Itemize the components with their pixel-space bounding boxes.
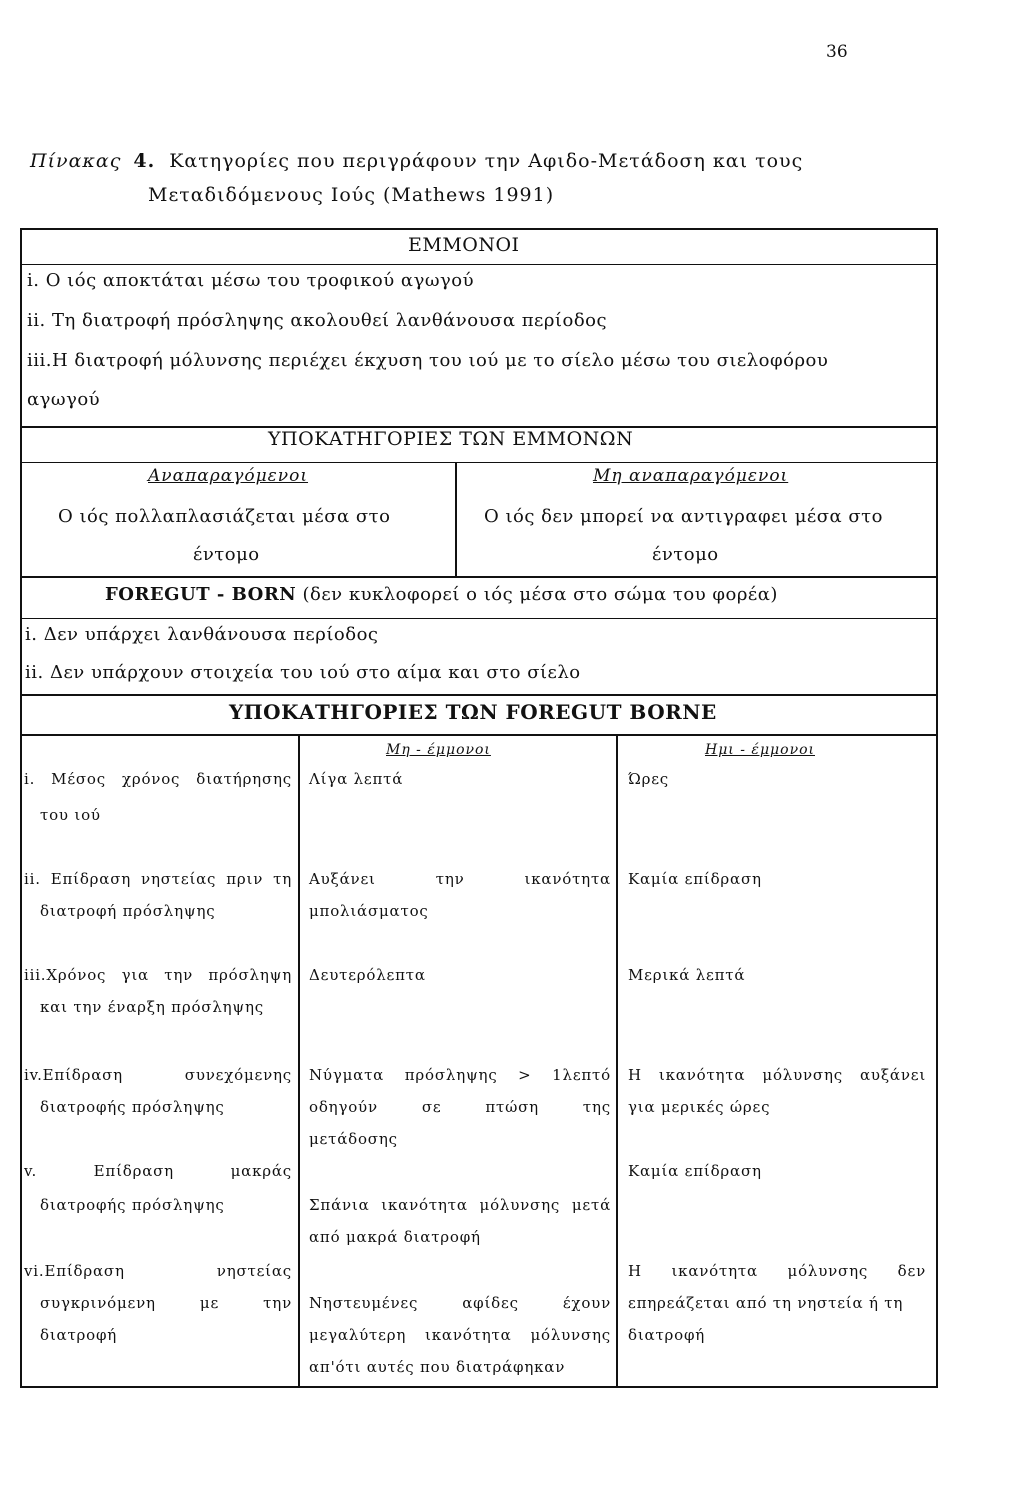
propagative-title: Αναπαραγόμενοι — [148, 466, 309, 486]
row-5-label-line-1: v. Επίδραση μακράς — [24, 1162, 292, 1180]
row-2-label-line-1: ii. Επίδραση νηστείας πριν τη — [24, 870, 292, 888]
propagative-desc-line-2: έντομο — [193, 544, 260, 565]
rule-before-foregut — [20, 576, 938, 578]
rule-foregut-col-1 — [298, 734, 300, 1388]
persistent-item-3: iii.Η διατροφή μόλυνσης περιέχει έκχυση του ιού με το σίελο μέσω του σιελοφόρου — [27, 350, 829, 371]
row-6-non-persistent-line-3: απ'ότι αυτές που διατράφηκαν — [309, 1358, 566, 1376]
row-1-label-line-1: i. Μέσος χρόνος διατήρησης — [24, 770, 292, 788]
row-5-semi-persistent: Καμία επίδραση — [628, 1162, 762, 1180]
row-6-semi-persistent-line-1: Η ικανότητα μόλυνσης δεν — [628, 1262, 926, 1280]
row-1-non-persistent: Λίγα λεπτά — [309, 770, 404, 788]
row-4-semi-persistent-line-1: Η ικανότητα μόλυνσης αυξάνει — [628, 1066, 926, 1084]
row-4-non-persistent-line-2: οδηγούν σε πτώση της — [309, 1098, 611, 1116]
row-1-semi-persistent: Ώρες — [628, 770, 669, 788]
row-2-non-persistent-line-2: μπολιάσματος — [309, 902, 429, 920]
persistent-item-3-cont: αγωγού — [27, 389, 101, 410]
row-6-non-persistent-line-2: μεγαλύτερη ικανότητα μόλυνσης — [309, 1326, 611, 1344]
row-3-non-persistent: Δευτερόλεπτα — [309, 966, 426, 984]
rule-top — [20, 228, 938, 230]
table-number: 4. — [133, 150, 156, 172]
rule-after-subcategories — [20, 462, 938, 463]
non-propagative-desc-line-1: Ο ιός δεν μπορεί να αντιγραφει μέσα στο — [484, 506, 883, 527]
rule-after-foregut — [20, 618, 938, 619]
foregut-heading — [105, 584, 778, 605]
row-4-non-persistent-line-1: Νύγματα πρόσληψης > 1λεπτό — [309, 1066, 611, 1084]
table-caption-line-2: Μεταδιδόμενους Ιούς (Mathews 1991) — [148, 184, 555, 206]
row-4-semi-persistent-line-2: για μερικές ώρες — [628, 1098, 771, 1116]
rule-left — [20, 228, 22, 1388]
rule-emmonoi-divider — [455, 462, 457, 578]
non-propagative-desc-line-2: έντομο — [652, 544, 719, 565]
persistent-item-2: ii. Τη διατροφή πρόσληψης ακολουθεί λανθάνουσα περίοδος — [27, 310, 608, 331]
persistent-subcategories-heading: ΥΠΟΚΑΤΗΓΟΡΙΕΣ ΤΩΝ ΕΜΜΟΝΩΝ — [268, 428, 634, 450]
row-2-label-line-2: διατροφή πρόσληψης — [40, 902, 216, 920]
row-6-semi-persistent-line-3: διατροφή — [628, 1326, 706, 1344]
non-propagative-title: Μη αναπαραγόμενοι — [593, 466, 789, 486]
foregut-heading-bold: FOREGUT - BORN — [105, 584, 297, 605]
foregut-item-1: i. Δεν υπάρχει λανθάνουσα περίοδος — [25, 624, 379, 645]
rule-right — [936, 228, 938, 1388]
rule-foregut-col-2 — [616, 734, 618, 1388]
rule-bottom — [20, 1386, 938, 1388]
row-5-label-line-2: διατροφής πρόσληψης — [40, 1196, 225, 1214]
row-4-label-line-2: διατροφής πρόσληψης — [40, 1098, 225, 1116]
row-6-label-line-2: συγκρινόμενη με την — [40, 1294, 292, 1312]
table-label: Πίνακας — [30, 150, 122, 172]
row-4-label-line-1: iv.Επίδραση συνεχόμενης — [24, 1066, 292, 1084]
rule-after-foregut-sub — [20, 734, 938, 736]
row-6-label-line-1: vi.Επίδραση νηστείας — [24, 1262, 292, 1280]
row-1-label-line-2: του ιού — [40, 806, 101, 824]
row-2-semi-persistent: Καμία επίδραση — [628, 870, 762, 888]
foregut-heading-rest: (δεν κυκλοφορεί ο ιός μέσα στο σώμα του φορέα) — [296, 584, 778, 605]
row-3-label-line-1: iii.Χρόνος για την πρόσληψη — [24, 966, 292, 984]
persistent-item-1: i. Ο ιός αποκτάται μέσω του τροφικού αγωγού — [27, 270, 475, 291]
row-3-semi-persistent: Μερικά λεπτά — [628, 966, 746, 984]
row-6-label-line-3: διατροφή — [40, 1326, 118, 1344]
propagative-desc-line-1: Ο ιός πολλαπλασιάζεται μέσα στο — [58, 506, 391, 527]
table-caption-line-1 — [30, 150, 803, 172]
page-number: 36 — [826, 42, 848, 62]
row-5-non-persistent-line-2: από μακρά διατροφή — [309, 1228, 481, 1246]
row-6-non-persistent-line-1: Νηστευμένες αφίδες έχουν — [309, 1294, 611, 1312]
foregut-item-2: ii. Δεν υπάρχουν στοιχεία του ιού στο αίμα και στο σίελο — [25, 662, 581, 683]
foregut-subcategories-heading: ΥΠΟΚΑΤΗΓΟΡΙΕΣ ΤΩΝ FOREGUT BORNE — [229, 700, 717, 724]
rule-after-emmonoi-heading — [20, 264, 938, 265]
persistent-heading: ΕΜΜΟΝΟΙ — [408, 234, 520, 256]
row-2-non-persistent-line-1: Αυξάνει την ικανότητα — [309, 870, 611, 888]
rule-before-foregut-sub — [20, 694, 938, 696]
row-5-non-persistent-line-1: Σπάνια ικανότητα μόλυνσης μετά — [309, 1196, 611, 1214]
col-header-semi-persistent: Ημι - έμμονοι — [705, 742, 815, 758]
col-header-non-persistent: Μη - έμμονοι — [386, 742, 491, 758]
row-6-semi-persistent-line-2: επηρεάζεται από τη νηστεία ή τη — [628, 1294, 904, 1312]
row-4-non-persistent-line-3: μετάδοσης — [309, 1130, 398, 1148]
row-3-label-line-2: και την έναρξη πρόσληψης — [40, 998, 264, 1016]
table-title: Κατηγορίες που περιγράφουν την Αφιδο-Μετάδοση και τους — [169, 150, 804, 172]
